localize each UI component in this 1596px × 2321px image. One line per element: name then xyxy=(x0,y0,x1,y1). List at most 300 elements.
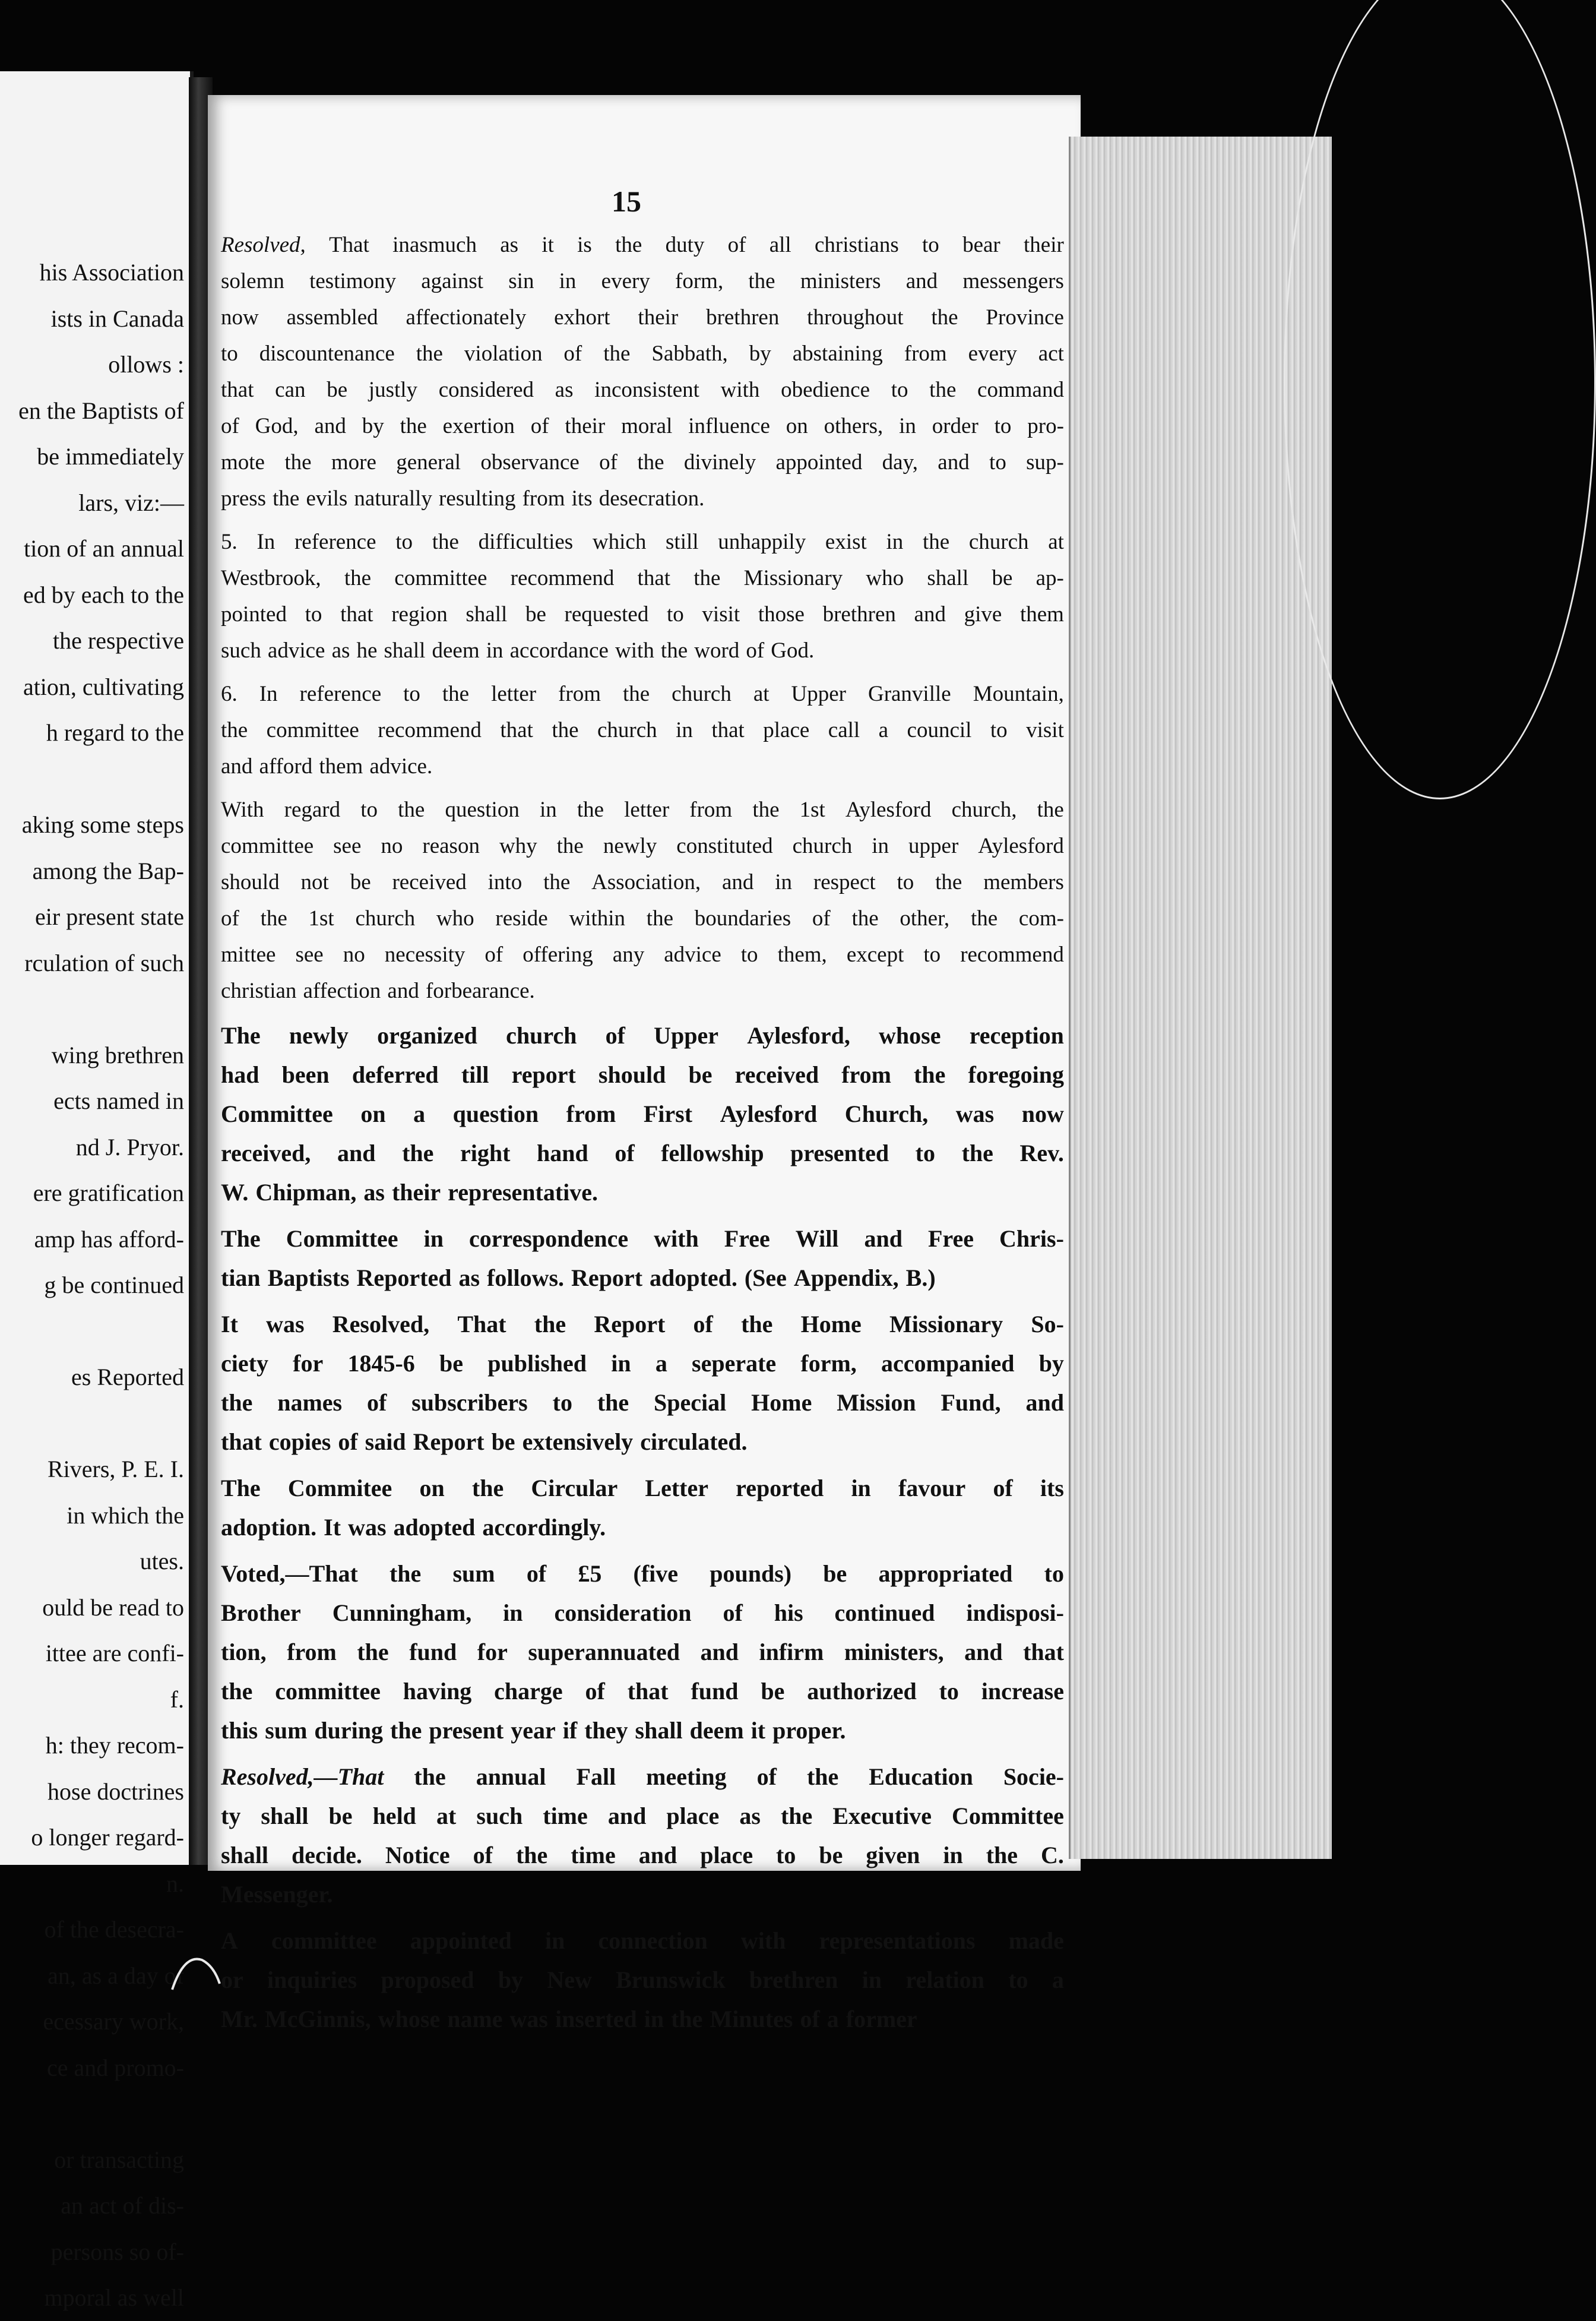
word: correspondence xyxy=(468,1225,629,1252)
word: Missionary xyxy=(889,1311,1003,1337)
word: of xyxy=(812,906,831,931)
word: in xyxy=(544,1927,565,1954)
text-line xyxy=(221,560,1064,596)
text-line xyxy=(221,1593,1064,1633)
word: the xyxy=(260,906,287,931)
word: general xyxy=(396,450,461,475)
word: that xyxy=(637,566,671,590)
word: deem xyxy=(432,638,480,663)
text-line xyxy=(221,1960,1064,2000)
word: given xyxy=(866,1842,920,1868)
word: sum xyxy=(265,1717,308,1744)
word: the xyxy=(398,798,425,822)
word: the xyxy=(780,1803,813,1829)
word: in xyxy=(775,870,793,894)
word: they xyxy=(584,1717,628,1744)
word: a xyxy=(1052,1966,1064,1993)
text-line xyxy=(221,1875,1064,1914)
word: affection xyxy=(303,979,381,1003)
word: That xyxy=(457,1311,506,1337)
word: 5. xyxy=(221,530,238,554)
word: to xyxy=(897,870,914,894)
word: So- xyxy=(1031,1311,1064,1337)
word: be xyxy=(823,1560,847,1587)
word: the xyxy=(416,341,443,366)
word: brethren xyxy=(706,305,780,330)
word: is xyxy=(577,233,592,257)
word: presented xyxy=(790,1140,889,1166)
left-page-line: amp has afford- xyxy=(34,1225,184,1253)
word: till xyxy=(461,1061,489,1088)
word: the xyxy=(344,566,372,590)
word: connection xyxy=(598,1927,708,1954)
word: desecration. xyxy=(598,486,705,511)
word: abstaining xyxy=(792,341,883,366)
word: see xyxy=(295,943,324,967)
word: council xyxy=(907,718,972,742)
word: Minutes xyxy=(710,2006,793,2032)
word: reference xyxy=(299,682,382,706)
paragraph xyxy=(221,1219,1064,1298)
word: representations xyxy=(819,1927,976,1954)
word: to xyxy=(740,943,758,967)
word: give xyxy=(964,602,1002,627)
word: the xyxy=(748,269,775,293)
word: region xyxy=(391,602,448,627)
word: Missionary xyxy=(743,566,843,590)
word: committee xyxy=(271,1927,377,1954)
word: tian xyxy=(221,1264,261,1291)
word: such xyxy=(476,1803,523,1829)
word: fund xyxy=(409,1639,457,1665)
word: present xyxy=(429,1717,504,1744)
word: the xyxy=(221,718,248,742)
word: and xyxy=(964,1639,1003,1665)
word: in xyxy=(559,269,577,293)
word: Executive xyxy=(832,1803,932,1829)
word: every xyxy=(968,341,1017,366)
word: ciety xyxy=(221,1350,268,1377)
word: church xyxy=(672,682,732,706)
word: by xyxy=(362,414,384,438)
word: shall xyxy=(221,1842,269,1868)
word: church xyxy=(968,530,1029,554)
word: reason xyxy=(422,834,480,858)
word: its xyxy=(571,486,593,511)
word: relation xyxy=(905,1966,984,1993)
word: made xyxy=(1008,1927,1064,1954)
word: to xyxy=(1008,1966,1028,1993)
word: be xyxy=(350,870,371,894)
word: newly xyxy=(603,834,657,858)
word: and xyxy=(721,870,754,894)
text-line xyxy=(221,748,1064,785)
word: why xyxy=(499,834,537,858)
word: McGinnis, xyxy=(264,2006,371,2032)
word: Chris- xyxy=(999,1225,1064,1252)
word: copies xyxy=(268,1428,331,1455)
word: on xyxy=(360,1101,386,1127)
word: Sabbath, xyxy=(651,341,728,366)
left-page-line: rculation of such xyxy=(24,949,184,976)
word: New xyxy=(547,1966,592,1993)
word: a xyxy=(826,2006,839,2032)
word: the xyxy=(221,1678,253,1705)
text-line xyxy=(221,444,1064,480)
text-line xyxy=(221,712,1064,748)
word: the xyxy=(931,305,958,330)
word: committee xyxy=(275,1678,381,1705)
word: organized xyxy=(377,1022,477,1049)
word: God. xyxy=(771,638,815,663)
word: form, xyxy=(800,1350,857,1377)
word: for xyxy=(477,1639,508,1665)
paragraph xyxy=(221,1016,1064,1212)
word: and xyxy=(387,979,419,1003)
left-page-line: n. xyxy=(166,1870,184,1897)
word: meeting xyxy=(646,1763,727,1790)
word: had xyxy=(221,1061,259,1088)
word: and xyxy=(638,1842,677,1868)
word: more xyxy=(331,450,376,475)
word: affectionately xyxy=(406,305,527,330)
word: his xyxy=(774,1599,803,1626)
word: and xyxy=(905,269,938,293)
word: upper xyxy=(908,834,959,858)
word: the xyxy=(414,1763,446,1790)
left-page-line: wing brethren xyxy=(51,1041,184,1068)
word: Association, xyxy=(591,870,701,894)
word: at xyxy=(1048,530,1064,554)
word: from xyxy=(566,1101,616,1127)
word: W. xyxy=(221,1179,249,1206)
text-line xyxy=(221,1422,1064,1462)
paragraph xyxy=(221,227,1064,517)
left-page-text xyxy=(0,249,184,2321)
word: on xyxy=(786,414,808,438)
word: day, xyxy=(882,450,918,475)
word: in xyxy=(503,1599,523,1626)
word: whose xyxy=(378,2006,441,2032)
word: violation xyxy=(464,341,543,366)
text-line xyxy=(221,336,1064,372)
word: The xyxy=(221,1022,261,1049)
left-page-line: mporal as well xyxy=(44,2284,184,2311)
word: name xyxy=(447,2006,503,2032)
word: and xyxy=(314,414,346,438)
word: the xyxy=(615,233,642,257)
word: 6. xyxy=(221,682,238,706)
word: influence xyxy=(688,414,770,438)
paragraph xyxy=(221,1305,1064,1462)
word: as xyxy=(500,233,519,257)
word: reported xyxy=(736,1475,824,1501)
left-page-line: in which the xyxy=(66,1501,184,1529)
word: as xyxy=(331,638,350,663)
word: held xyxy=(372,1803,416,1829)
left-page-line: g be continued xyxy=(44,1272,184,1298)
left-page-line: f. xyxy=(170,1686,184,1713)
word: Mountain, xyxy=(973,682,1064,706)
word: on xyxy=(419,1475,445,1501)
left-page-line: tion of an annual xyxy=(24,535,184,562)
word: shall xyxy=(927,566,969,590)
text-line xyxy=(221,1344,1064,1383)
left-page-line: hose doctrines xyxy=(48,1778,184,1805)
word: C. xyxy=(1041,1842,1064,1868)
word: discountenance xyxy=(259,341,395,366)
word: Appendix, xyxy=(793,1264,899,1291)
word: press xyxy=(221,486,267,511)
word: authorized xyxy=(807,1678,917,1705)
word: with xyxy=(740,1927,786,1954)
text-line xyxy=(221,1173,1064,1212)
word: of xyxy=(473,1842,493,1868)
text-line xyxy=(221,263,1064,299)
word: bear xyxy=(962,233,1000,257)
word: With xyxy=(221,798,264,822)
word: of xyxy=(585,1678,605,1705)
word: requested xyxy=(564,602,649,627)
word: constituted xyxy=(676,834,773,858)
word: the xyxy=(986,1842,1018,1868)
word: Fund, xyxy=(940,1389,1001,1416)
word: see xyxy=(333,834,362,858)
word: exist xyxy=(825,530,867,554)
word: time xyxy=(571,1842,616,1868)
word: church xyxy=(355,906,416,931)
word: Province xyxy=(986,305,1064,330)
word: all xyxy=(769,233,791,257)
text-line xyxy=(221,1383,1064,1422)
text-line xyxy=(221,828,1064,864)
word: pro- xyxy=(1027,414,1064,438)
word: 1st xyxy=(799,798,825,822)
text-line xyxy=(221,1921,1064,1960)
word: moral xyxy=(621,414,673,438)
word: them, xyxy=(777,943,827,967)
word: received, xyxy=(221,1140,311,1166)
word: in xyxy=(899,414,916,438)
word: within xyxy=(569,906,626,931)
word: place xyxy=(763,718,810,742)
word: Committee xyxy=(286,1225,398,1252)
word: committee xyxy=(221,834,314,858)
word: of xyxy=(530,414,549,438)
scan-scratch-artifact xyxy=(166,1942,238,1996)
word: (See xyxy=(744,1264,787,1291)
word: that xyxy=(500,718,533,742)
word: the xyxy=(221,1389,253,1416)
text-line xyxy=(221,1305,1064,1344)
word: Chipman, xyxy=(255,1179,357,1206)
left-page-line: ists in Canada xyxy=(50,305,184,332)
left-page-line: an act of dis- xyxy=(61,2192,184,2219)
word: mote xyxy=(221,450,265,475)
word: of xyxy=(366,1389,387,1416)
word: forbearance. xyxy=(425,979,535,1003)
page-number: 15 xyxy=(612,185,641,218)
word: to xyxy=(552,1389,572,1416)
word: advice. xyxy=(369,754,433,779)
word: by xyxy=(749,341,771,366)
word: decide. xyxy=(292,1842,362,1868)
left-page-line: ce and promo- xyxy=(46,2054,184,2081)
word: received xyxy=(392,870,467,894)
word: recommend xyxy=(510,566,615,590)
word: shall xyxy=(635,1717,683,1744)
word: of xyxy=(221,414,239,438)
word: of xyxy=(723,1599,743,1626)
word: Upper xyxy=(791,682,846,706)
word: the xyxy=(970,906,998,931)
text-line xyxy=(221,1633,1064,1672)
word: was xyxy=(266,1311,305,1337)
word: that xyxy=(221,378,254,402)
word: ty xyxy=(221,1803,241,1829)
word: recommend xyxy=(378,718,482,742)
paragraph xyxy=(221,1921,1064,2039)
text-line xyxy=(221,1711,1064,1750)
word: Aylesford, xyxy=(747,1022,850,1049)
word: solemn xyxy=(221,269,284,293)
left-page-line: be immediately xyxy=(37,443,184,470)
word: the xyxy=(432,530,459,554)
word: Will xyxy=(795,1225,839,1252)
word: to xyxy=(939,1678,959,1705)
word: can xyxy=(275,378,306,402)
word: them xyxy=(1019,602,1064,627)
text-line xyxy=(221,1469,1064,1508)
word: still xyxy=(666,530,699,554)
word: place xyxy=(666,1803,720,1829)
word: the xyxy=(929,378,957,402)
word: be xyxy=(525,602,546,627)
word: that xyxy=(221,1428,262,1455)
word: offering xyxy=(522,943,593,967)
word: any xyxy=(612,943,645,967)
word: Mission xyxy=(837,1389,916,1416)
word: proposed xyxy=(381,1966,474,1993)
word: to xyxy=(776,1842,796,1868)
word: in xyxy=(644,2006,664,2032)
word: Notice xyxy=(385,1842,450,1868)
word: Resolved, xyxy=(221,233,306,257)
word: indisposi- xyxy=(966,1599,1064,1626)
word: year xyxy=(511,1717,556,1744)
word: (five xyxy=(633,1560,679,1587)
word: the xyxy=(935,870,962,894)
left-page-line xyxy=(0,756,184,802)
word: consideration xyxy=(554,1599,692,1626)
left-page-line xyxy=(0,1400,184,1447)
left-page-line: lars, viz:— xyxy=(78,489,184,516)
word: whose xyxy=(879,1022,941,1049)
word: the xyxy=(515,1842,548,1868)
word: with xyxy=(720,378,760,402)
left-page-line: ed by each to the xyxy=(23,581,184,608)
word: adopted xyxy=(393,1514,476,1541)
left-page-line xyxy=(0,986,184,1032)
text-line xyxy=(221,1757,1064,1797)
word: place xyxy=(700,1842,753,1868)
word: letter xyxy=(624,798,670,822)
word: shall xyxy=(261,1803,309,1829)
word: which xyxy=(592,530,647,554)
word: the xyxy=(806,1763,839,1790)
word: in xyxy=(486,638,504,663)
word: the xyxy=(400,414,427,438)
left-page-line xyxy=(0,2091,184,2137)
word: of xyxy=(615,1140,635,1166)
word: the xyxy=(922,530,950,554)
word: word xyxy=(694,638,740,663)
word: foregoing xyxy=(968,1061,1064,1088)
word: the xyxy=(471,1475,504,1501)
word: Home xyxy=(800,1311,862,1337)
text-line xyxy=(221,1508,1064,1547)
word: superannuated xyxy=(528,1639,680,1665)
word: 1st xyxy=(308,906,334,931)
word: in xyxy=(851,1475,871,1501)
left-page-line: of the desecra- xyxy=(44,1916,184,1943)
word: accordance xyxy=(509,638,609,663)
word: be xyxy=(992,566,1013,590)
word: the xyxy=(851,906,879,931)
word: pointed xyxy=(221,602,287,627)
word: the xyxy=(597,1389,629,1416)
left-page-line: or transacting xyxy=(54,2146,184,2173)
word: question xyxy=(445,798,520,822)
word: favour xyxy=(898,1475,966,1501)
word: brethren xyxy=(749,1966,838,1993)
word: advice xyxy=(267,638,325,663)
word: the xyxy=(1037,798,1064,822)
word: that xyxy=(627,1678,669,1705)
word: a xyxy=(413,1101,426,1127)
word: them xyxy=(319,754,363,779)
word: Reported xyxy=(356,1264,452,1291)
word: members xyxy=(983,870,1064,894)
word: the xyxy=(273,486,300,511)
word: divinely xyxy=(683,450,756,475)
word: it xyxy=(542,233,554,257)
left-page-line: h: they recom- xyxy=(45,1732,184,1759)
word: Report xyxy=(571,1264,643,1291)
word: and xyxy=(938,450,970,475)
text-line xyxy=(221,408,1064,444)
word: in xyxy=(872,834,889,858)
word: shall xyxy=(466,602,508,627)
word: That xyxy=(329,233,369,257)
left-page-line: ecessary work, xyxy=(43,2008,184,2035)
word: Socie- xyxy=(1003,1763,1064,1790)
word: reside xyxy=(495,906,548,931)
word: and xyxy=(337,1140,376,1166)
word: ministers, xyxy=(844,1639,944,1665)
word: in xyxy=(886,530,904,554)
word: reception xyxy=(969,1022,1064,1049)
word: naturally xyxy=(354,486,432,511)
word: was xyxy=(955,1101,995,1127)
left-page-line: es Reported xyxy=(71,1364,184,1390)
word: sin xyxy=(508,269,534,293)
word: committee xyxy=(266,718,359,742)
word: christian xyxy=(221,979,297,1003)
word: to xyxy=(923,943,941,967)
word: of xyxy=(563,341,582,366)
word: with xyxy=(654,1225,699,1252)
